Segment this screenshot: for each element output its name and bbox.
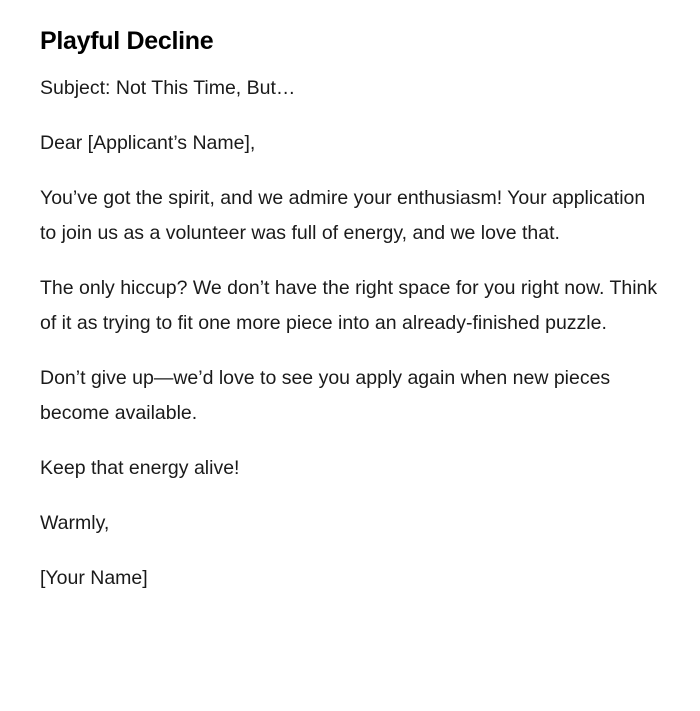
- signature: [Your Name]: [40, 567, 148, 589]
- subject-line: Subject: Not This Time, But…: [40, 77, 296, 99]
- body-paragraph: Don’t give up—we’d love to see you apply again when new pieces become available.: [40, 367, 611, 424]
- body-paragraph: You’ve got the spirit, and we admire your enthusiasm! Your application to join us as a volunteer was full of energy, and we love that.: [40, 187, 646, 244]
- greeting: Dear [Applicant’s Name],: [40, 132, 256, 154]
- closing: Warmly,: [40, 512, 110, 534]
- document-title: Playful Decline: [40, 27, 214, 55]
- body-paragraph: Keep that energy alive!: [40, 457, 240, 479]
- body-paragraph: The only hiccup? We don’t have the right space for you right now. Think of it as trying to fit one more piece into an already-finished puzzle.: [40, 277, 658, 334]
